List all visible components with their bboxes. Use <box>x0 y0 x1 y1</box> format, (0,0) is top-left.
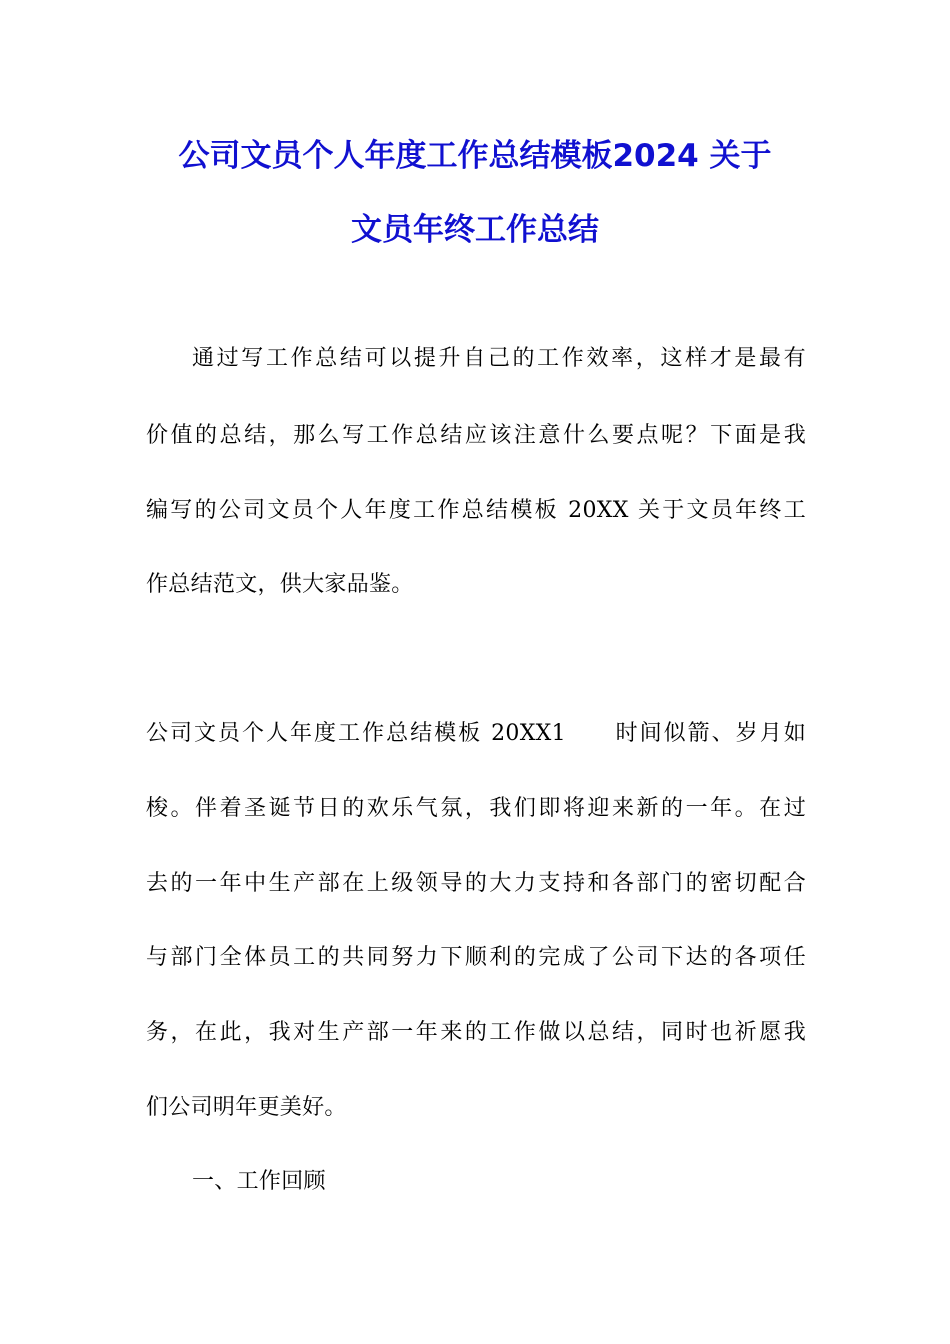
body-line-2: 梭。伴着圣诞节日的欢乐气氛，我们即将迎来新的一年。在过 <box>146 796 806 821</box>
section-heading: 一、工作回顾 <box>192 1169 326 1194</box>
intro-line-1: 通过写工作总结可以提升自己的工作效率，这样才是最有 <box>192 346 806 371</box>
document-title-line-1: 公司文员个人年度工作总结模板2024 关于 <box>178 138 772 174</box>
intro-line-3: 编写的公司文员个人年度工作总结模板 20XX 关于文员年终工 <box>146 498 806 523</box>
document-title-line-2: 文员年终工作总结 <box>351 212 599 248</box>
body-line-6: 们公司明年更美好。 <box>146 1095 347 1120</box>
body-line-1: 公司文员个人年度工作总结模板 20XX1 时间似箭、岁月如 <box>146 721 806 746</box>
intro-line-4: 作总结范文，供大家品鉴。 <box>146 572 414 597</box>
body-line-5: 务，在此，我对生产部一年来的工作做以总结，同时也祈愿我 <box>146 1020 806 1045</box>
body-line-3: 去的一年中生产部在上级领导的大力支持和各部门的密切配合 <box>146 871 806 896</box>
body-line-4: 与部门全体员工的共同努力下顺利的完成了公司下达的各项任 <box>146 945 806 970</box>
intro-line-2: 价值的总结，那么写工作总结应该注意什么要点呢？下面是我 <box>146 423 806 448</box>
